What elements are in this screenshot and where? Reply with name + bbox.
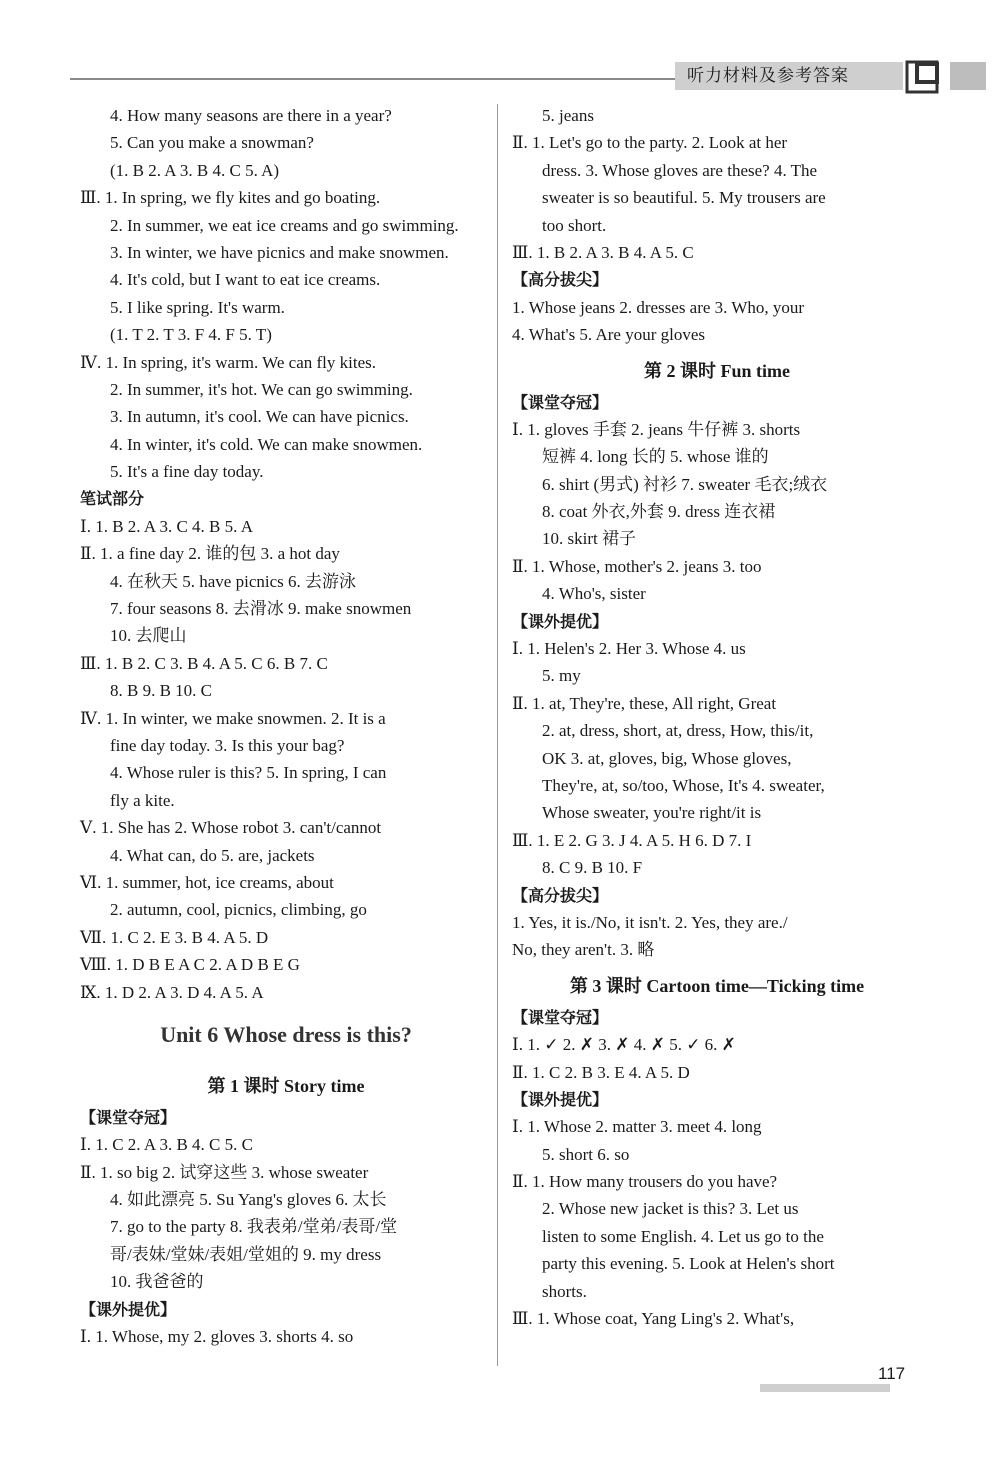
answer-line: Ⅵ. 1. summer, hot, ice creams, about [80, 872, 334, 892]
answer-line: Ⅳ. 1. In winter, we make snowmen. 2. It is a [80, 708, 386, 728]
answer-line: Ⅸ. 1. D 2. A 3. D 4. A 5. A [80, 982, 264, 1002]
answer-line: Ⅰ. 1. Whose, my 2. gloves 3. shorts 4. so [80, 1327, 354, 1347]
section-heading: 【课外提优】 [512, 1089, 609, 1109]
answer-line: 3. In autumn, it's cool. We can have picnics. [110, 407, 409, 427]
unit-title: Unit 6 Whose dress is this? [160, 1021, 412, 1047]
answer-line: Ⅴ. 1. She has 2. Whose robot 3. can't/cannot [80, 818, 382, 838]
answer-line: listen to some English. 4. Let us go to the [542, 1226, 824, 1246]
answer-line: Ⅱ. 1. at, They're, these, All right, Great [512, 693, 777, 713]
answer-line: too short. [542, 215, 607, 235]
answer-line: 2. Whose new jacket is this? 3. Let us [542, 1199, 799, 1219]
answer-line: Ⅱ. 1. Let's go to the party. 2. Look at her [512, 133, 788, 153]
answer-line: No, they aren't. 3. 略 [512, 940, 655, 960]
section-heading: 【课堂夺冠】 [512, 1007, 609, 1027]
answer-line: 5. Can you make a snowman? [110, 133, 314, 153]
answer-line: 4. 如此漂亮 5. Su Yang's gloves 6. 太长 [110, 1190, 387, 1210]
answer-line: shorts. [542, 1281, 587, 1301]
answer-line: sweater is so beautiful. 5. My trousers are [542, 188, 826, 208]
answer-line: Ⅱ. 1. Whose, mother's 2. jeans 3. too [512, 556, 762, 576]
answer-line: 4. Whose ruler is this? 5. In spring, I can [110, 763, 387, 783]
answer-line: Whose sweater, you're right/it is [542, 803, 762, 823]
answer-line: 2. In summer, it's hot. We can go swimming. [110, 379, 413, 399]
answer-line: Ⅰ. 1. Helen's 2. Her 3. Whose 4. us [512, 639, 746, 659]
answer-line: 5. I like spring. It's warm. [110, 297, 285, 317]
page-number: 117 [878, 1364, 906, 1383]
answer-line: 4. In winter, it's cold. We can make snowmen. [110, 434, 423, 454]
answer-line: Ⅲ. 1. E 2. G 3. J 4. A 5. H 6. D 7. I [512, 830, 752, 850]
answer-line: 2. autumn, cool, picnics, climbing, go [110, 900, 367, 920]
answer-line: 4. 在秋天 5. have picnics 6. 去游泳 [110, 571, 356, 591]
answer-line: 8. coat 外衣,外套 9. dress 连衣裙 [542, 502, 776, 522]
section-heading: 【课堂夺冠】 [80, 1107, 177, 1127]
right-column [512, 102, 922, 1332]
section-heading: 【课外提优】 [80, 1299, 177, 1319]
answer-line: 2. at, dress, short, at, dress, How, this/it, [542, 721, 814, 741]
answer-line: 8. C 9. B 10. F [542, 858, 643, 878]
answer-line: They're, at, so/too, Whose, It's 4. sweater, [542, 775, 825, 795]
answer-line: (1. T 2. T 3. F 4. F 5. T) [110, 325, 272, 345]
header-rule [70, 78, 675, 80]
answer-line: 8. B 9. B 10. C [110, 681, 213, 701]
answer-line: Ⅲ. 1. B 2. C 3. B 4. A 5. C 6. B 7. C [80, 653, 328, 673]
answer-line: Ⅱ. 1. a fine day 2. 谁的包 3. a hot day [80, 544, 340, 564]
answer-line: 10. 我爸爸的 [110, 1272, 204, 1292]
answer-line: 4. What's 5. Are your gloves [512, 325, 706, 345]
answer-line: 短裤 4. long 长的 5. whose 谁的 [542, 447, 769, 467]
section-heading: 【课堂夺冠】 [512, 392, 609, 412]
section-heading: 【高分拔尖】 [512, 885, 609, 905]
answer-line: 5. It's a fine day today. [110, 462, 264, 482]
answer-line: 5. my [542, 666, 581, 686]
answer-line: Ⅱ. 1. so big 2. 试穿这些 3. whose sweater [80, 1162, 369, 1182]
answer-line: 哥/表妹/堂妹/表姐/堂姐的 9. my dress [110, 1244, 382, 1264]
answer-line: 3. In winter, we have picnics and make snowmen. [110, 242, 449, 262]
answer-line: 5. jeans [542, 106, 594, 125]
answer-line: Ⅲ. 1. In spring, we fly kites and go boating. [80, 188, 381, 208]
page-number-bar [760, 1384, 890, 1392]
section-heading: 【高分拔尖】 [512, 270, 609, 290]
header-corner-icon [905, 60, 947, 94]
answer-line: Ⅰ. 1. ✓ 2. ✗ 3. ✗ 4. ✗ 5. ✓ 6. ✗ [512, 1035, 736, 1055]
answer-line: 1. Yes, it is./No, it isn't. 2. Yes, they are./ [512, 912, 788, 932]
section-heading: 笔试部分 [80, 489, 145, 509]
answer-line: fine day today. 3. Is this your bag? [110, 735, 345, 755]
lesson-title: 第 2 课时 Fun time [644, 360, 790, 381]
section-heading: 【课外提优】 [512, 611, 609, 631]
answer-line: Ⅳ. 1. In spring, it's warm. We can fly kites. [80, 352, 376, 372]
answer-line: 4. What can, do 5. are, jackets [110, 845, 315, 865]
answer-line: fly a kite. [110, 790, 175, 810]
answer-line: 7. four seasons 8. 去滑冰 9. make snowmen [110, 599, 412, 619]
answer-line: Ⅲ. 1. Whose coat, Yang Ling's 2. What's, [512, 1309, 795, 1329]
answer-line: 7. go to the party 8. 我表弟/堂弟/表哥/堂 [110, 1217, 398, 1237]
header-block [950, 62, 986, 90]
answer-line: 4. How many seasons are there in a year? [110, 106, 392, 125]
answer-line: Ⅰ. 1. C 2. A 3. B 4. C 5. C [80, 1135, 253, 1155]
answer-line: 5. short 6. so [542, 1144, 630, 1164]
answer-line: party this evening. 5. Look at Helen's short [542, 1254, 835, 1274]
answer-line: OK 3. at, gloves, big, Whose gloves, [542, 748, 792, 768]
lesson-title: 第 1 课时 Story time [207, 1075, 365, 1096]
answer-line: 4. Who's, sister [542, 584, 646, 604]
column-divider [497, 104, 498, 1366]
left-column [80, 102, 492, 1350]
answer-line: dress. 3. Whose gloves are these? 4. The [542, 160, 818, 180]
answer-line: Ⅱ. 1. C 2. B 3. E 4. A 5. D [512, 1062, 690, 1082]
lesson-title: 第 3 课时 Cartoon time—Ticking time [569, 975, 865, 996]
answer-line: 1. Whose jeans 2. dresses are 3. Who, your [512, 297, 805, 317]
answer-line: Ⅰ. 1. gloves 手套 2. jeans 牛仔裤 3. shorts [512, 419, 801, 439]
section-title: 听力材料及参考答案 [675, 62, 903, 90]
answer-line: Ⅶ. 1. C 2. E 3. B 4. A 5. D [80, 927, 269, 947]
answer-line: 6. shirt (男式) 衬衫 7. sweater 毛衣;绒衣 [542, 474, 828, 494]
answer-line: 2. In summer, we eat ice creams and go swimming. [110, 215, 459, 235]
answer-line: 10. 去爬山 [110, 626, 187, 646]
answer-line: 4. It's cold, but I want to eat ice creams. [110, 270, 381, 290]
answer-line: Ⅰ. 1. B 2. A 3. C 4. B 5. A [80, 516, 253, 536]
answer-line: Ⅱ. 1. How many trousers do you have? [512, 1172, 778, 1192]
answer-line: (1. B 2. A 3. B 4. C 5. A) [110, 160, 280, 180]
answer-line: Ⅷ. 1. D B E A C 2. A D B E G [80, 955, 300, 975]
answer-line: 10. skirt 裙子 [542, 529, 636, 549]
answer-line: Ⅲ. 1. B 2. A 3. B 4. A 5. C [512, 242, 694, 262]
answer-line: Ⅰ. 1. Whose 2. matter 3. meet 4. long [512, 1117, 762, 1137]
